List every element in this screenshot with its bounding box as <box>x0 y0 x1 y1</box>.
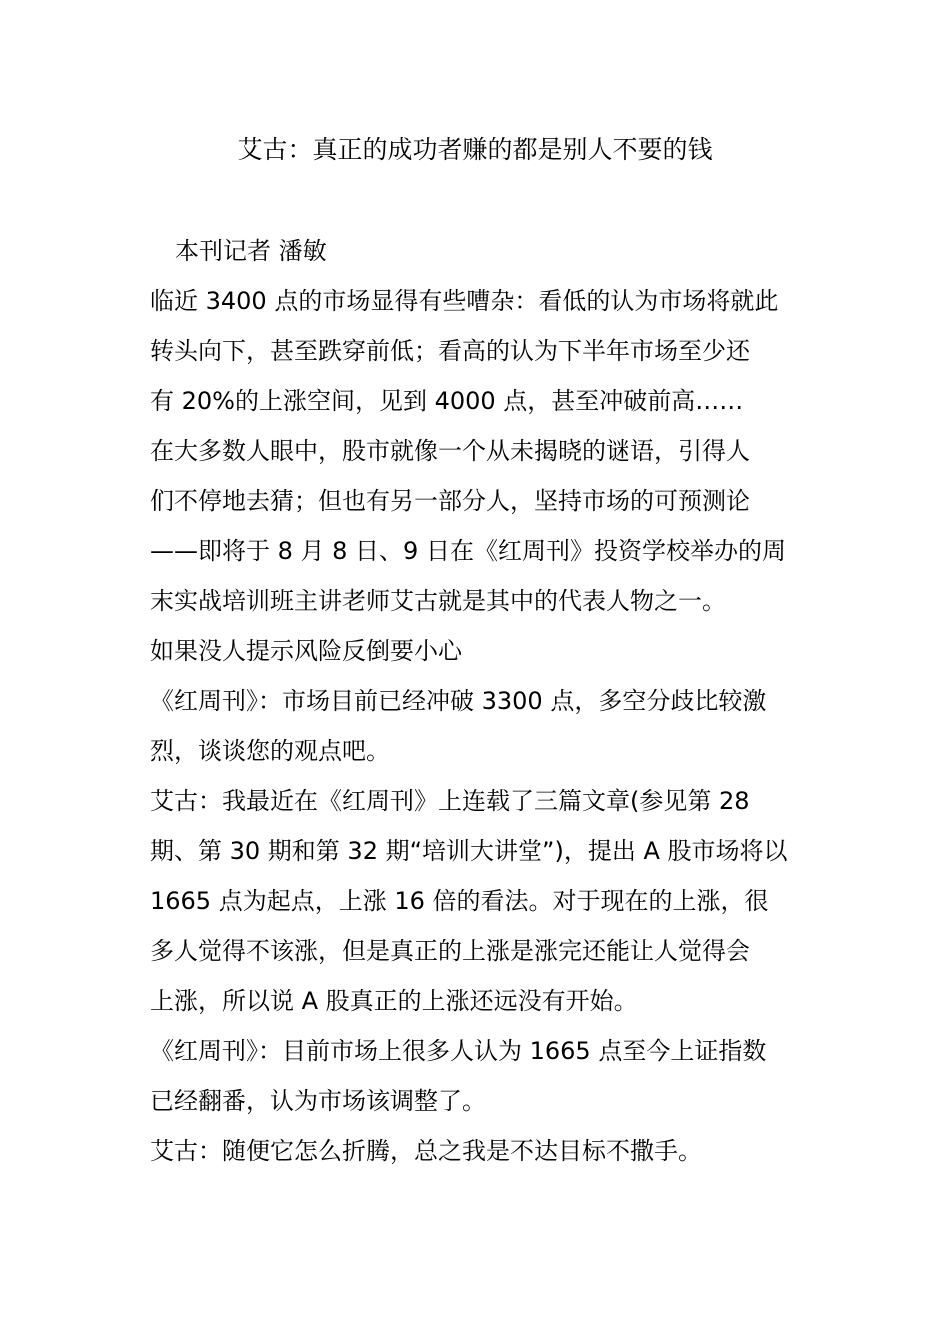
section-heading: 如果没人提示风险反倒要小心 <box>150 637 462 665</box>
paragraph-line: 艾古：随便它怎么折腾，总之我是不达目标不撒手。 <box>150 1137 702 1165</box>
paragraph-line: 多人觉得不该涨，但是真正的上涨是涨完还能让人觉得会 <box>150 937 750 965</box>
paragraph-line: 临近 3400 点的市场显得有些嘈杂：看低的认为市场将就此 <box>150 287 779 315</box>
byline: 本刊记者 潘敏 <box>175 237 327 265</box>
paragraph-line: 末实战培训班主讲老师艾古就是其中的代表人物之一。 <box>150 587 726 615</box>
paragraph-line: ——即将于 8 月 8 日、9 日在《红周刊》投资学校举办的周 <box>150 537 786 565</box>
paragraph-line: 1665 点为起点，上涨 16 倍的看法。对于现在的上涨，很 <box>150 887 769 915</box>
paragraph-line: 转头向下，甚至跌穿前低；看高的认为下半年市场至少还 <box>150 337 750 365</box>
paragraph-line: 已经翻番，认为市场该调整了。 <box>150 1087 486 1115</box>
paragraph-line: 《红周刊》：市场目前已经冲破 3300 点，多空分歧比较激 <box>150 687 767 715</box>
paragraph-line: 们不停地去猜；但也有另一部分人，坚持市场的可预测论 <box>150 487 750 515</box>
paragraph-line: 烈，谈谈您的观点吧。 <box>150 737 390 765</box>
paragraph-line: 《红周刊》：目前市场上很多人认为 1665 点至今上证指数 <box>150 1037 767 1065</box>
article-body <box>150 226 805 1176</box>
paragraph-line: 艾古：我最近在《红周刊》上连载了三篇文章(参见第 28 <box>150 787 750 815</box>
paragraph-line: 在大多数人眼中，股市就像一个从未揭晓的谜语，引得人 <box>150 437 750 465</box>
article-title: 艾古：真正的成功者赚的都是别人不要的钱 <box>237 135 713 164</box>
paragraph-line: 期、第 30 期和第 32 期“培训大讲堂”)，提出 A 股市场将以 <box>150 837 788 865</box>
paragraph-line: 上涨，所以说 A 股真正的上涨还远没有开始。 <box>150 987 638 1015</box>
paragraph-line: 有 20%的上涨空间，见到 4000 点，甚至冲破前高…… <box>150 387 744 415</box>
